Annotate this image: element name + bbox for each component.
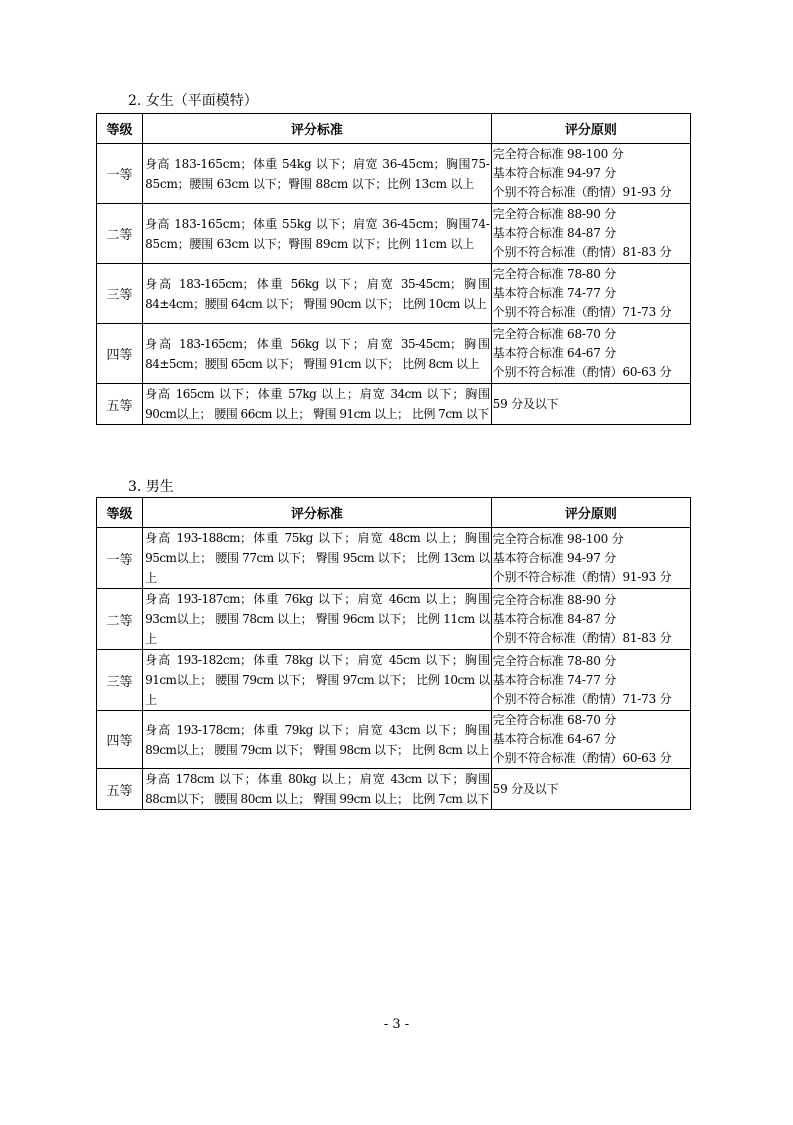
grade-cell: 一等	[97, 528, 143, 589]
rule-line: 基本符合标准 74-77 分	[492, 672, 617, 687]
table-row	[97, 711, 691, 769]
rule-cell	[491, 769, 690, 810]
rule-line: 基本符合标准 64-67 分	[492, 732, 617, 746]
standard-cell: 身高 165cm 以下；体重 57kg 以上；肩宽 34cm 以下；胸围 90cm以上； 腰围 66cm 以上； 臀围 91cm 以上； 比例 7cm 以下	[143, 384, 492, 425]
grade-cell: 二等	[97, 589, 143, 650]
rule-cell	[491, 528, 690, 589]
rule-line: 完全符合标准 88-90 分	[492, 207, 617, 221]
table-row	[97, 204, 691, 264]
standard-cell: 身高 193-188cm；体重 75kg 以下；肩宽 48cm 以上；胸围 95cm以上； 腰围 77cm 以下； 臀围 95cm 以下； 比例 13cm 以上	[143, 528, 492, 589]
grade-cell: 三等	[97, 264, 143, 324]
header-standard: 评分标准	[143, 114, 492, 144]
grade-cell: 一等	[97, 144, 143, 204]
standard-cell: 身高 178cm 以下；体重 80kg 以上；肩宽 43cm 以下；胸围 88cm以下； 腰围 80cm 以上； 臀围 99cm 以上； 比例 7cm 以下	[143, 769, 492, 810]
rule-line: 基本符合标准 74-77 分	[492, 286, 617, 300]
rule-line: 59 分及以下	[492, 781, 559, 796]
rule-line: 个别不符合标准（酌情）91-93 分	[492, 185, 672, 199]
section-title-female: 2. 女生（平面模特）	[128, 93, 258, 109]
grade-cell: 四等	[97, 324, 143, 384]
table-row	[97, 589, 691, 650]
rule-line: 59 分及以下	[492, 396, 559, 411]
rule-line: 完全符合标准 68-70 分	[492, 327, 617, 341]
header-grade: 等级	[97, 498, 143, 528]
rule-cell	[491, 144, 690, 204]
standard-cell: 身高 183-165cm；体重 56kg 以下；肩宽 35-45cm；胸围 84±5cm；腰围 65cm 以下； 臀围 91cm 以下； 比例 8cm 以上	[143, 324, 492, 384]
rule-line: 基本符合标准 84-87 分	[492, 226, 617, 240]
page-number: - 3 -	[383, 1017, 410, 1032]
rule-cell	[491, 264, 690, 324]
rule-cell	[491, 204, 690, 264]
rule-cell	[491, 711, 690, 769]
standard-cell: 身高 193-178cm；体重 79kg 以下；肩宽 43cm 以下；胸围 89cm以上； 腰围 79cm 以下； 臀围 98cm 以下； 比例 8cm 以上	[143, 711, 492, 769]
grade-cell: 二等	[97, 204, 143, 264]
table-row	[97, 144, 691, 204]
standard-cell: 身高 183-165cm；体重 55kg 以下；肩宽 36-45cm；胸围74-85cm；腰围 63cm 以下；臀围 89cm 以下；比例 11cm 以上	[143, 204, 492, 264]
rule-line: 个别不符合标准（酌情）91-93 分	[492, 569, 672, 584]
rule-cell	[491, 650, 690, 711]
table-row	[97, 528, 691, 589]
rule-line: 基本符合标准 94-97 分	[492, 166, 617, 180]
rule-line: 完全符合标准 78-80 分	[492, 653, 617, 668]
table-row	[97, 384, 691, 425]
header-standard: 评分标准	[143, 498, 492, 528]
male-grading-table	[96, 497, 691, 810]
grade-cell: 四等	[97, 711, 143, 769]
header-rule: 评分原则	[491, 114, 690, 144]
rule-cell	[491, 324, 690, 384]
grade-cell: 三等	[97, 650, 143, 711]
rule-line: 完全符合标准 68-70 分	[492, 713, 617, 727]
rule-line: 个别不符合标准（酌情）81-83 分	[492, 245, 672, 259]
rule-line: 个别不符合标准（酌情）81-83 分	[492, 630, 672, 645]
header-grade: 等级	[97, 114, 143, 144]
table-header-row	[97, 114, 691, 144]
rule-line: 个别不符合标准（酌情）71-73 分	[492, 305, 672, 319]
section-title-male: 3. 男生	[128, 479, 174, 495]
rule-line: 完全符合标准 88-90 分	[492, 592, 617, 607]
table-row	[97, 324, 691, 384]
rule-line: 基本符合标准 64-67 分	[492, 346, 617, 360]
standard-cell: 身高 183-165cm；体重 54kg 以下；肩宽 36-45cm；胸围75-85cm；腰围 63cm 以下；臀围 88cm 以下；比例 13cm 以上	[143, 144, 492, 204]
table-header-row	[97, 498, 691, 528]
grade-cell: 五等	[97, 384, 143, 425]
female-grading-table	[96, 113, 691, 425]
rule-cell	[491, 384, 690, 425]
grade-cell: 五等	[97, 769, 143, 810]
rule-cell	[491, 589, 690, 650]
table-row	[97, 769, 691, 810]
standard-cell: 身高 183-165cm；体重 56kg 以下；肩宽 35-45cm；胸围 84±4cm；腰围 64cm 以下； 臀围 90cm 以下； 比例 10cm 以上	[143, 264, 492, 324]
rule-line: 完全符合标准 98-100 分	[492, 531, 624, 546]
table-row	[97, 264, 691, 324]
rule-line: 完全符合标准 78-80 分	[492, 267, 617, 281]
table-row	[97, 650, 691, 711]
rule-line: 基本符合标准 94-97 分	[492, 550, 617, 565]
header-rule: 评分原则	[491, 498, 690, 528]
rule-line: 个别不符合标准（酌情）60-63 分	[492, 365, 672, 379]
standard-cell: 身高 193-182cm；体重 78kg 以下；肩宽 45cm 以下；胸围 91cm以上； 腰围 79cm 以下； 臀围 97cm 以下； 比例 10cm 以上	[143, 650, 492, 711]
standard-cell: 身高 193-187cm；体重 76kg 以下；肩宽 46cm 以上；胸围 93cm以上； 腰围 78cm 以上； 臀围 96cm 以下； 比例 11cm 以上	[143, 589, 492, 650]
rule-line: 个别不符合标准（酌情）71-73 分	[492, 691, 672, 706]
rule-line: 基本符合标准 84-87 分	[492, 611, 617, 626]
rule-line: 个别不符合标准（酌情）60-63 分	[492, 751, 672, 765]
rule-line: 完全符合标准 98-100 分	[492, 147, 624, 161]
